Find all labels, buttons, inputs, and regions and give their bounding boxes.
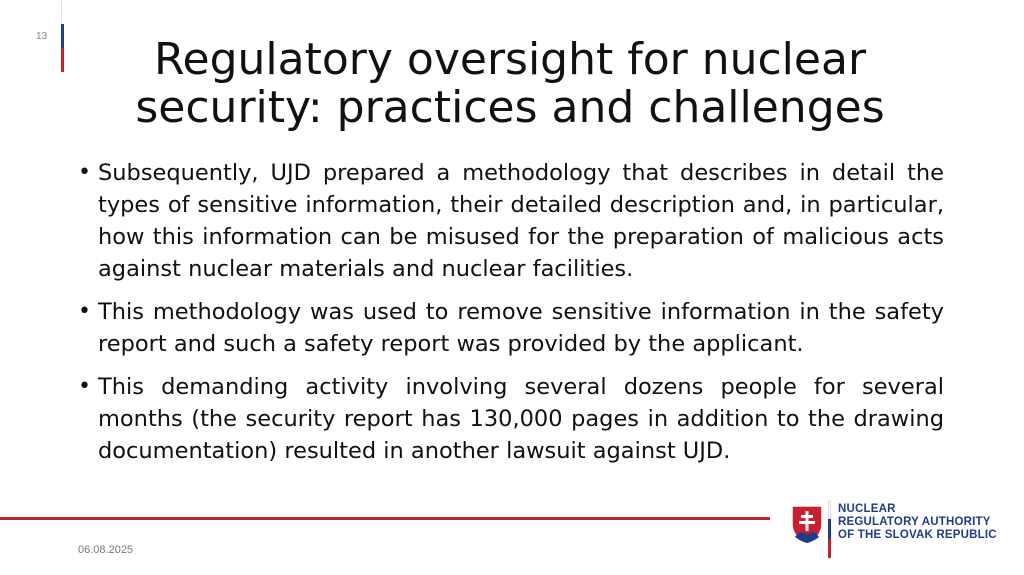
logo-text (838, 503, 1008, 542)
footer-divider (0, 517, 770, 520)
bullet-text: This demanding activity involving several dozens people for several months (the security report has 130,000 pages in addition to the drawing documentation) resulted in another lawsuit against UJD. (98, 374, 944, 464)
bullet-marker: • (78, 160, 91, 185)
bullet-marker: • (78, 374, 91, 399)
bullet-list (78, 157, 944, 478)
logo-line-3: OF THE SLOVAK REPUBLIC (838, 529, 997, 541)
bullet-text: This methodology was used to remove sensitive information in the safety report and such a safety report was provided by the applicant. (98, 299, 944, 357)
bullet-marker: • (78, 299, 91, 324)
footer-date: 06.08.2025 (78, 544, 134, 556)
slide-number: 13 (36, 31, 48, 42)
bullet-item (78, 371, 944, 467)
authority-logo (790, 500, 1010, 560)
flag-stripe-decoration (61, 0, 64, 72)
bullet-item (78, 296, 944, 360)
slovak-coat-of-arms-icon (790, 504, 824, 544)
slide-title-line-1: Regulatory oversight for nuclear (153, 34, 867, 85)
logo-line-1: NUCLEAR (838, 503, 896, 515)
slide-title (100, 36, 920, 132)
bullet-item (78, 157, 944, 285)
slide-title-line-2: security: practices and challenges (135, 82, 885, 133)
bullet-text: Subsequently, UJD prepared a methodology that describes in detail the types of sensitive information, their detailed description and, in particular, how this information can be misused for the preparation of malicious acts against nuclear materials and nuclear facilities. (98, 160, 944, 282)
logo-line-2: REGULATORY AUTHORITY (838, 516, 991, 528)
logo-flag-divider (828, 500, 831, 558)
